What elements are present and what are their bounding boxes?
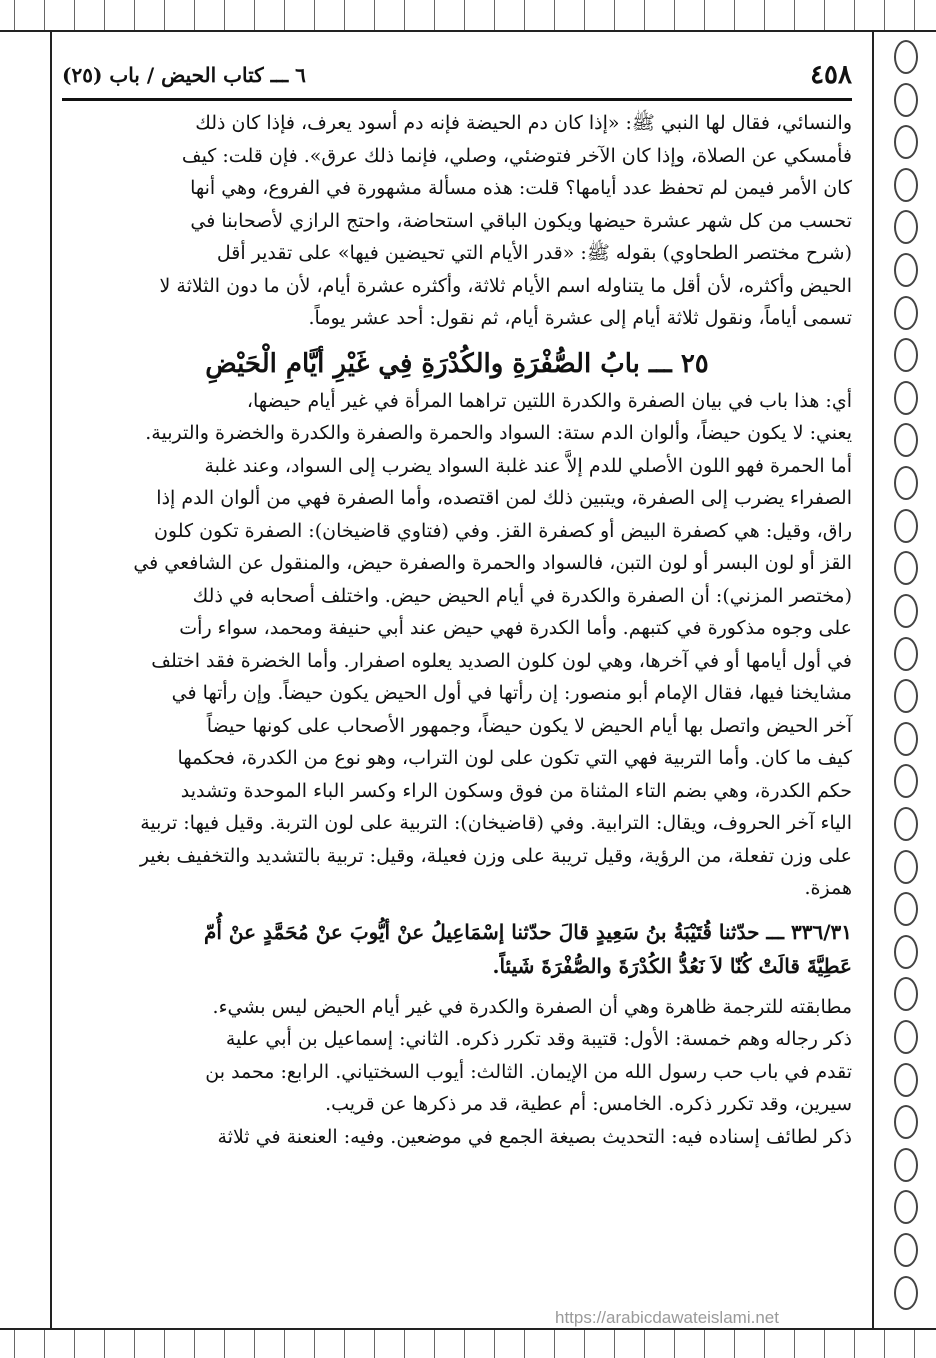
text-line: (مختصر المزني): أن الصفرة والكدرة في أيام الحيض حيض. واختلف أصحابه في ذلك [192,584,852,607]
text-line: سيرين، وقد تكرر ذكره. الخامس: أم عطية، قد مر ذكرها عن قريب. [325,1093,852,1115]
text-line: على وجوه مذكورة في كتبهم. وأما الكدرة فهي حيض عند أبي حنيفة ومحمد، سواء رأت [179,617,852,639]
page-header [62,58,852,101]
text-line: فأمسكي عن الصلاة، وإذا كان الآخر فتوضئي، وصلي، فإنما ذلك عرق». فإن قلت: كيف [181,144,852,167]
commentary-paragraph [62,385,852,905]
text-line: (شرح مختصر الطحاوي) بقوله ﷺ: «قدر الأيام التي تحيضين فيها» على تقدير أقل [216,242,852,264]
text-line: القز أو لون البسر أو لون التبن، فالسواد والحمرة والصفرة حيض، والمنقول عن الشافعي في [133,552,852,574]
page-content [62,58,852,1328]
hadith-line: عَطِيَّةَ قالَتْ كُنّا لاَ نَعُدُّ الكُدْرَةَ والصُّفْرَةَ شَيئاً. [492,953,852,978]
text-line: تسمى أياماً، ونقول ثلاثة أيام إلى عشرة أيام، ثم نقول: أحد عشر يوماً. [308,307,852,329]
side-ornament-chain [884,40,928,1310]
intro-paragraph [62,107,852,335]
text-line: الصفراء يضرب إلى الصفرة، ويتبين ذلك لمن اقتصده، وأما الصفرة فهي من ألوان الدم إذا [156,487,852,509]
bottom-ornament-border [0,1328,936,1358]
text-line: مشايخنا فيها، فقال الإمام أبو منصور: إن رأتها في أول الحيض يكون حيضاً. وإن رأتها في [171,682,852,704]
text-line: مطابقته للترجمة ظاهرة وهي أن الصفرة والكدرة في غير أيام الحيض ليس بشيء. [212,995,852,1018]
top-ornament-border [0,0,936,32]
text-line: تحسب من كل شهر عشرة حيضها ويكون الباقي استحاضة، واحتج الرازي لأصحابنا في [190,209,852,232]
explanation-paragraph [62,991,852,1154]
text-line: أما الحمرة فهو اللون الأصلي للدم إلاَّ عند غلبة السواد يضرب إلى السواد، وعند غلبة [204,454,852,477]
text-line: يعني: لا يكون حيضاً، وألوان الدم ستة: السواد والحمرة والصفرة والكدرة والخضرة والتربية. [145,422,852,444]
left-ornament-border [0,30,52,1330]
hadith-line: ٣٣٦/٣١ ـــ حدّثنا قُتَيْبَةُ بنُ سَعِيدٍ قالَ حدّثنا إسْمَاعِيلُ عنْ أيُّوبَ عنْ مُحَمَّدٍ عنْ أُمّ [204,919,852,944]
text-line: كيف ما كان. وأما التربية فهي التي تكون على لون التراب، وهو نوع من الكدرة، فحكمها [177,747,852,769]
text-line: في أول أيامها أو في آخرها، وهي لون كلون الصديد يعلوه اصفرار. وأما الخضرة فقد اختلف [151,649,852,672]
text-line: حكم الكدرة، وهي بضم التاء المثناة من فوق وسكون الراء وكسر الباء الموحدة وتشديد [180,779,852,802]
text-line: ذكر رجاله وهم خمسة: الأول: قتيبة وقد تكرر ذكره. الثاني: إسماعيل بن أبي علية [225,1028,852,1050]
text-line: كان الأمر فيمن لم تحفظ عدد أيامها؟ قلت: هذه مسألة مشهورة في الفروع، وهي أنها [190,177,852,199]
hadith-text [62,915,852,983]
chapter-title: ٢٥ ـــ بابُ الصُّفْرَةِ والكُدْرَةِ فِي غَيْرِ أيَّامِ الْحَيْضِ [205,348,709,379]
text-line: راق، وقيل: هي كصفرة البيض أو كصفرة القز. وفي (فتاوي قاضيخان): الصفرة تكون كلون [153,519,852,542]
text-line: آخر الحيض واتصل بها أيام الحيض لا يكون حيضاً، وجمهور الأصحاب على كونها حيضاً [206,714,852,737]
text-line: ذكر لطائف إسناده فيه: التحديث بصيغة الجمع في موضعين. وفيه: العنعنة في ثلاثة [217,1125,852,1148]
text-line: أي: هذا باب في بيان الصفرة والكدرة اللتين تراهما المرأة في غير أيام حيضها، [246,389,852,412]
text-line: تقدم في باب حب رسول الله من الإيمان. الثالث: أيوب السختياني. الرابع: محمد بن [205,1060,852,1083]
page-number: ٤٥٨ [810,60,852,90]
text-line: همزة. [804,877,852,899]
text-line: على وزن تفعلة، من الرؤية، وقيل تريبة على وزن فعيلة، وقيل: تربية بالتشديد والتخفيف بغير [139,844,852,867]
text-line: والنسائي، فقال لها النبي ﷺ: «إذا كان دم الحيضة فإنه دم أسود يعرف، فإذا كان ذلك [195,112,852,134]
running-title: ٦ ـــ كتاب الحيض / باب (٢٥) [62,63,306,87]
text-line: الياء آخر الحروف، ويقال: الترابية. وفي (قاضيخان): التربية على لون التربة. وقيل فيها: تربية [140,812,852,834]
source-watermark: https://arabicdawateislami.net [555,1308,779,1327]
text-line: الحيض وأكثره، لأن أقل ما يتناوله اسم الأيام ثلاثة، وأكثره عشرة أيام، لأن ما دون الثلاثة لا [159,274,852,297]
